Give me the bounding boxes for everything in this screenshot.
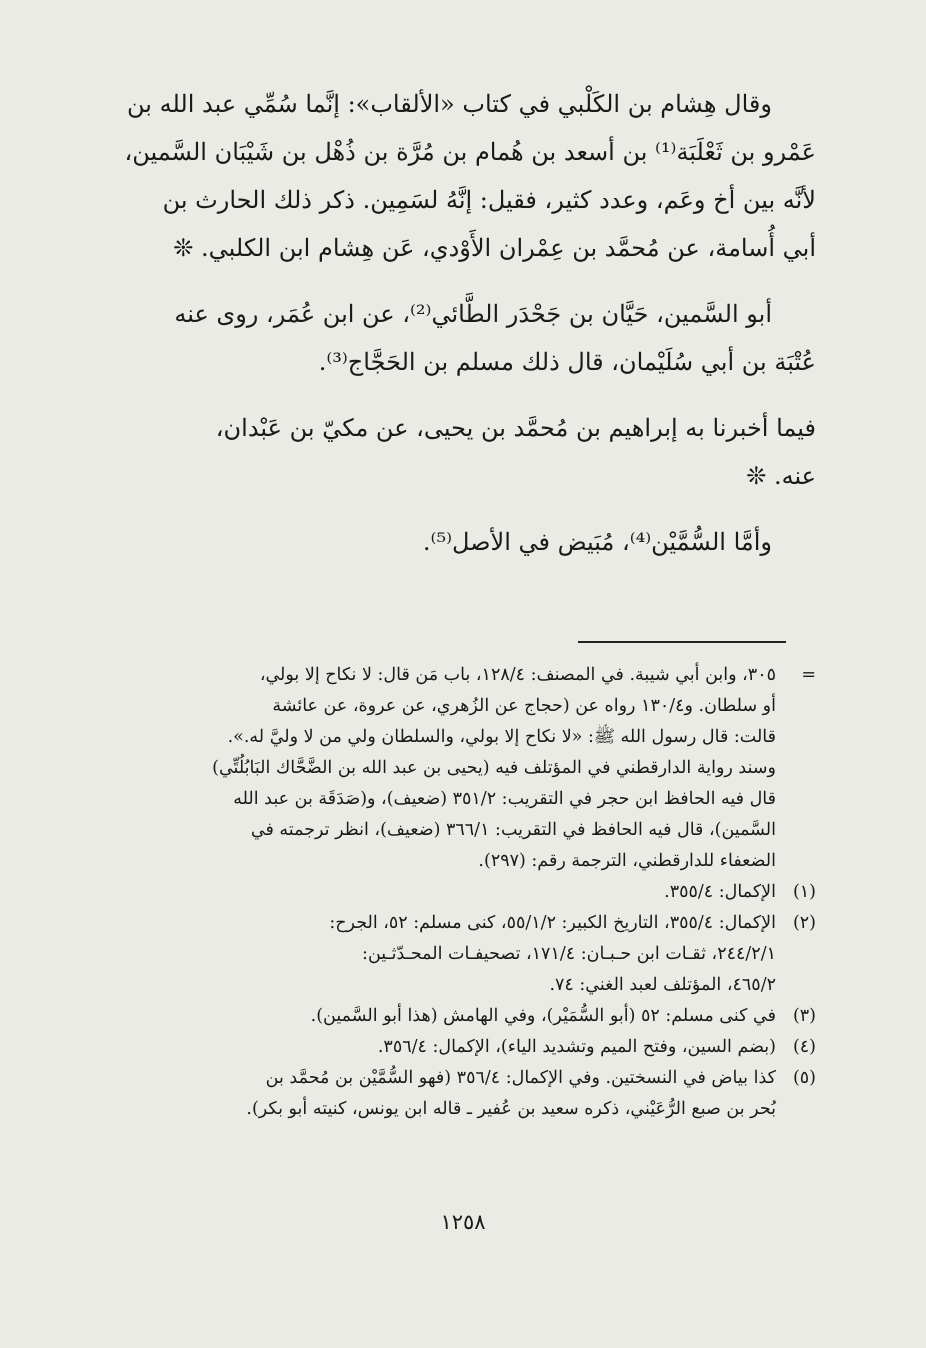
footnote-marker: = bbox=[801, 665, 816, 685]
footnote-3 bbox=[90, 1001, 816, 1032]
main-text bbox=[90, 80, 816, 584]
text-line: وأمَّا السُّمَّيْن⁽⁴⁾، مُبَيض في الأصل⁽⁵⁾. bbox=[422, 528, 772, 556]
footnote-1 bbox=[90, 877, 816, 908]
footnote-line: (بضم السين، وفتح الميم وتشديد الياء)، الإكمال: ٣٥٦/٤. bbox=[377, 1037, 776, 1057]
footnote-marker: (١) bbox=[792, 882, 816, 902]
footnote-line: ٣٠٥، وابن أبي شيبة. في المصنف: ١٢٨/٤، باب مَن قال: لا نكاح إلا بولي، bbox=[259, 665, 776, 685]
footnote-marker: (٣) bbox=[792, 1006, 816, 1026]
footnote-line: بُحر بن صبع الرُّعَيْني، ذكره سعيد بن عُفير ـ قاله ابن يونس، كنيته أبو بكر). bbox=[246, 1099, 776, 1119]
footnote-5 bbox=[90, 1063, 816, 1125]
text-line: أبي أُسامة، عن مُحمَّد بن عِمْران الأَوْدي، عَن هِشام ابن الكلبي. ❊ bbox=[173, 234, 816, 262]
footnote-line: أو سلطان. و١٣٠/٤ رواه عن (حجاج عن الزُهري، عن عروة، عن عائشة bbox=[272, 696, 776, 716]
paragraph-1 bbox=[90, 80, 816, 272]
footnote-marker: (٥) bbox=[792, 1068, 816, 1088]
footnote-4 bbox=[90, 1032, 816, 1063]
footnote-2 bbox=[90, 908, 816, 1001]
paragraph-3 bbox=[90, 404, 816, 500]
footnote-line: ٤٦٥/٢، المؤتلف لعبد الغني: ٧٤. bbox=[549, 975, 776, 995]
text-line: وقال هِشام بن الكَلْبي في كتاب «الألقاب»: إنَّما سُمِّي عبد الله بن bbox=[127, 90, 772, 118]
paragraph-2 bbox=[90, 290, 816, 386]
footnote-line: السَّمين)، قال فيه الحافظ في التقريب: ٣٦٦/١ (ضعيف)، انظر ترجمته في bbox=[250, 820, 776, 840]
page-number: ١٢٥٨ bbox=[440, 1210, 486, 1234]
text-line: فيما أخبرنا به إبراهيم بن مُحمَّد بن يحيى، عن مكيّ بن عَبْدان، bbox=[215, 414, 816, 442]
text-line: أبو السَّمين، حَيَّان بن جَحْدَر الطَّائي⁽²⁾، عن ابن عُمَر، روى عنه bbox=[174, 300, 772, 328]
footnote-continuation bbox=[90, 660, 816, 877]
footnote-line: ٢٤٤/٢/١، ثقـات ابن حـبـان: ١٧١/٤، تصحيفـات المحـدّثـين: bbox=[362, 944, 776, 964]
text-line: عَمْرو بن ثَعْلَبَة⁽¹⁾ بن أسعد بن هُمام بن مُرَّة بن ذُهْل بن شَيْبَان السَّمين، bbox=[124, 138, 816, 166]
footnote-line: الإكمال: ٣٥٥/٤. bbox=[664, 882, 776, 902]
footnote-line: الضعفاء للدارقطني، الترجمة رقم: (٢٩٧). bbox=[478, 851, 776, 871]
footnote-separator bbox=[578, 641, 786, 643]
text-line: عُتْبَة بن أبي سُلَيْمان، قال ذلك مسلم بن الحَجَّاج⁽³⁾. bbox=[318, 348, 816, 376]
text-line: لأنَّه بين أخ وعَم، وعدد كثير، فقيل: إنَّهُ لسَمِين. ذكر ذلك الحارث بن bbox=[162, 186, 816, 214]
footnote-marker: (٤) bbox=[792, 1037, 816, 1057]
paragraph-4 bbox=[90, 518, 816, 566]
footnote-line: قال فيه الحافظ ابن حجر في التقريب: ٣٥١/٢ (ضعيف)، و(صَدَقَة بن عبد الله bbox=[233, 789, 776, 809]
footnote-line: كذا بياض في النسختين. وفي الإكمال: ٣٥٦/٤ (فهو السُّمَّيْن بن مُحمَّد بن bbox=[265, 1068, 776, 1088]
footnote-line: وسند رواية الدارقطني في المؤتلف فيه (يحيى بن عبد الله بن الضَّحَّاك البَابُلُتِّي) bbox=[212, 758, 776, 778]
footnote-marker: (٢) bbox=[792, 913, 816, 933]
footnote-line: قالت: قال رسول الله ﷺ: «لا نكاح إلا بولي، والسلطان ولي من لا وليَّ له.». bbox=[227, 727, 776, 747]
footnotes bbox=[90, 660, 816, 1125]
footnote-line: الإكمال: ٣٥٥/٤، التاريخ الكبير: ٥٥/١/٢، كنى مسلم: ٥٢، الجرح: bbox=[329, 913, 776, 933]
footnote-line: في كنى مسلم: ٥٢ (أبو السُّمَيْر)، وفي الهامش (هذا أبو السَّمين). bbox=[310, 1006, 776, 1026]
text-line: عنه. ❊ bbox=[746, 462, 816, 490]
